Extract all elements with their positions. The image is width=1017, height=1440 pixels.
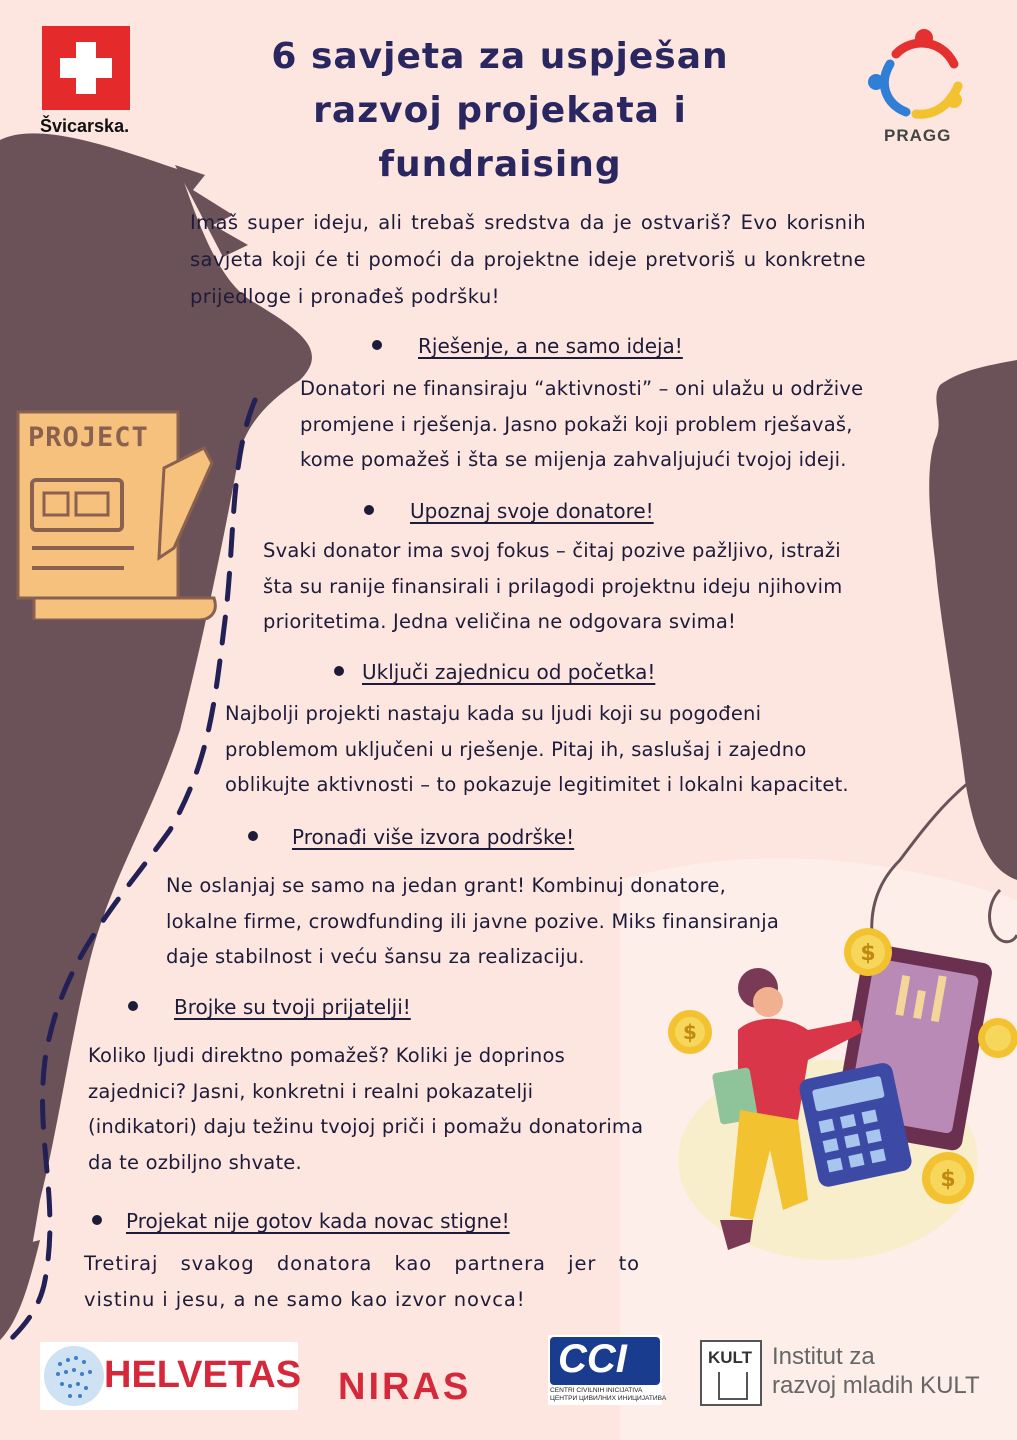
bullet-icon (334, 666, 344, 676)
coin-icon (978, 1018, 1017, 1058)
tip-heading: Projekat nije gotov kada novac stigne! (92, 1209, 510, 1233)
cci-logo: CCI CENTRI CIVILNIH INICIJATIVA ЦЕНТРИ ЦИВИЛНИХ ИНИЦИЈАТИВА (548, 1335, 662, 1405)
coin-icon (922, 1152, 974, 1204)
title-line: fundraising (378, 144, 622, 185)
intro-text: Imaš super ideju, ali trebaš sredstva da je ostvariš? Evo korisnih savjeta koji će ti pomoći da projektne ideje pretvoriš u konkretne prijedloge i pronađeš podršku! (190, 211, 866, 308)
bullet-icon (92, 1215, 102, 1225)
pragg-logo-icon (866, 24, 966, 120)
svg-text:$: $ (940, 1167, 956, 1192)
bullet-icon (364, 505, 374, 515)
tip-paragraph: Svaki donator ima svoj fokus – čitaj pozive pažljivo, istraži šta su ranije finansirali i prilagodi projektnu ideju njihovim prioritetima. Jedna veličina ne odgovara svima! (263, 539, 843, 633)
coin-icon (844, 928, 892, 976)
kult-line-2: razvoj mladih KULT (772, 1372, 980, 1399)
coin-icon (668, 1010, 712, 1054)
tip-heading: Pronađi više izvora podrške! (248, 825, 574, 849)
bullet-icon (248, 831, 258, 841)
tip-paragraph: Tretiraj svakog donatora kao partnera jer to vistinu i jesu, a ne samo kao izvor novca! (84, 1252, 640, 1311)
tip-heading: Uključi zajednicu od početka! (334, 660, 655, 684)
swiss-logo (42, 26, 130, 110)
project-label: PROJECT (28, 422, 149, 453)
tip-paragraph: Ne oslanjaj se samo na jedan grant! Kombinuj donatore, lokalne firme, crowdfunding ili javne pozive. Miks finansiranja daje stabilnost i veću šansu za realizaciju. (166, 874, 779, 968)
kult-line-1: Institut za (772, 1343, 875, 1370)
niras-logo: NIRAS (338, 1366, 472, 1408)
swiss-label: Švicarska. (40, 116, 130, 136)
tip-paragraph: Donatori ne finansiraju “aktivnosti” – oni ulažu u održive promjene i rješenja. Jasno pokaži koji problem rješavaš, kome pomažeš i šta se mijenja zahvaljujući tvojoj ideji. (300, 377, 864, 471)
tip-heading: Brojke su tvoji prijatelji! (128, 995, 411, 1019)
title-line: razvoj projekata i (313, 90, 687, 131)
kult-logo: KULT (700, 1340, 762, 1406)
tip-paragraph: Koliko ljudi direktno pomažeš? Koliki je doprinos zajednici? Jasni, konkretni i realni pokazatelji (indikatori) daju težinu tvojoj priči i pomažu donatorima da te ozbiljno shvate. (88, 1044, 644, 1174)
tip-heading: Rješenje, a ne samo ideja! (372, 334, 683, 358)
bullet-icon (128, 1001, 138, 1011)
globe-icon (40, 1344, 110, 1408)
svg-text:$: $ (683, 1020, 697, 1044)
fundraising-illustration (658, 920, 1017, 1300)
page-title (230, 30, 770, 192)
tip-heading: Upoznaj svoje donatore! (364, 499, 654, 523)
tip-paragraph: Najbolji projekti nastaju kada su ljudi koji su pogođeni problemom uključeni u rješenje. Pitaj ih, saslušaj i zajedno oblikujte aktivnosti – to pokazuje legitimitet i lokalni kapacitet. (225, 702, 849, 796)
svg-text:$: $ (860, 941, 876, 966)
helvetas-logo: HELVETAS (40, 1342, 298, 1410)
title-line: 6 savjeta za uspješan (271, 36, 729, 77)
pragg-label: PRAGG (884, 126, 952, 145)
bullet-icon (372, 340, 382, 350)
